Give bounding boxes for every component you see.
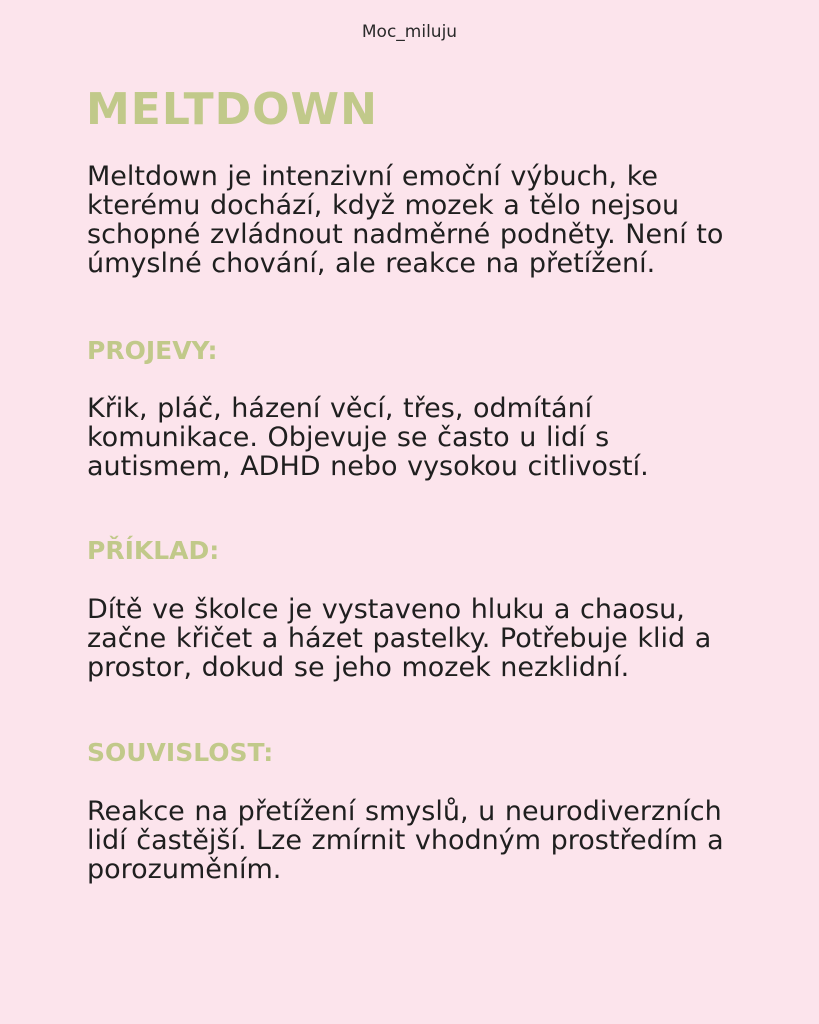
section-text-projevy: Křik, pláč, házení věcí, třes, odmítání komunikace. Objevuje se často u lidí s autismem, ADHD nebo vysokou citlivostí. [87, 393, 649, 482]
intro-paragraph: Meltdown je intenzivní emoční výbuch, ke kterému dochází, když mozek a tělo nejsou schopné zvládnout nadměrné podněty. Není to úmyslné chování, ale reakce na přetížení. [87, 161, 724, 279]
account-handle: Moc_miluju [361, 22, 458, 42]
section-heading-projevy: PROJEVY: [87, 336, 218, 365]
section-text-souvislost: Reakce na přetížení smyslů, u neurodiverzních lidí častější. Lze zmírnit vhodným prostředím a porozuměním. [87, 796, 724, 885]
section-heading-souvislost: SOUVISLOST: [87, 738, 274, 767]
page-title: MELTDOWN [86, 84, 378, 135]
section-text-priklad: Dítě ve školce je vystaveno hluku a chaosu, začne křičet a házet pastelky. Potřebuje klid a prostor, dokud se jeho mozek nezklidní. [87, 594, 712, 683]
section-heading-priklad: PŘÍKLAD: [87, 536, 220, 565]
